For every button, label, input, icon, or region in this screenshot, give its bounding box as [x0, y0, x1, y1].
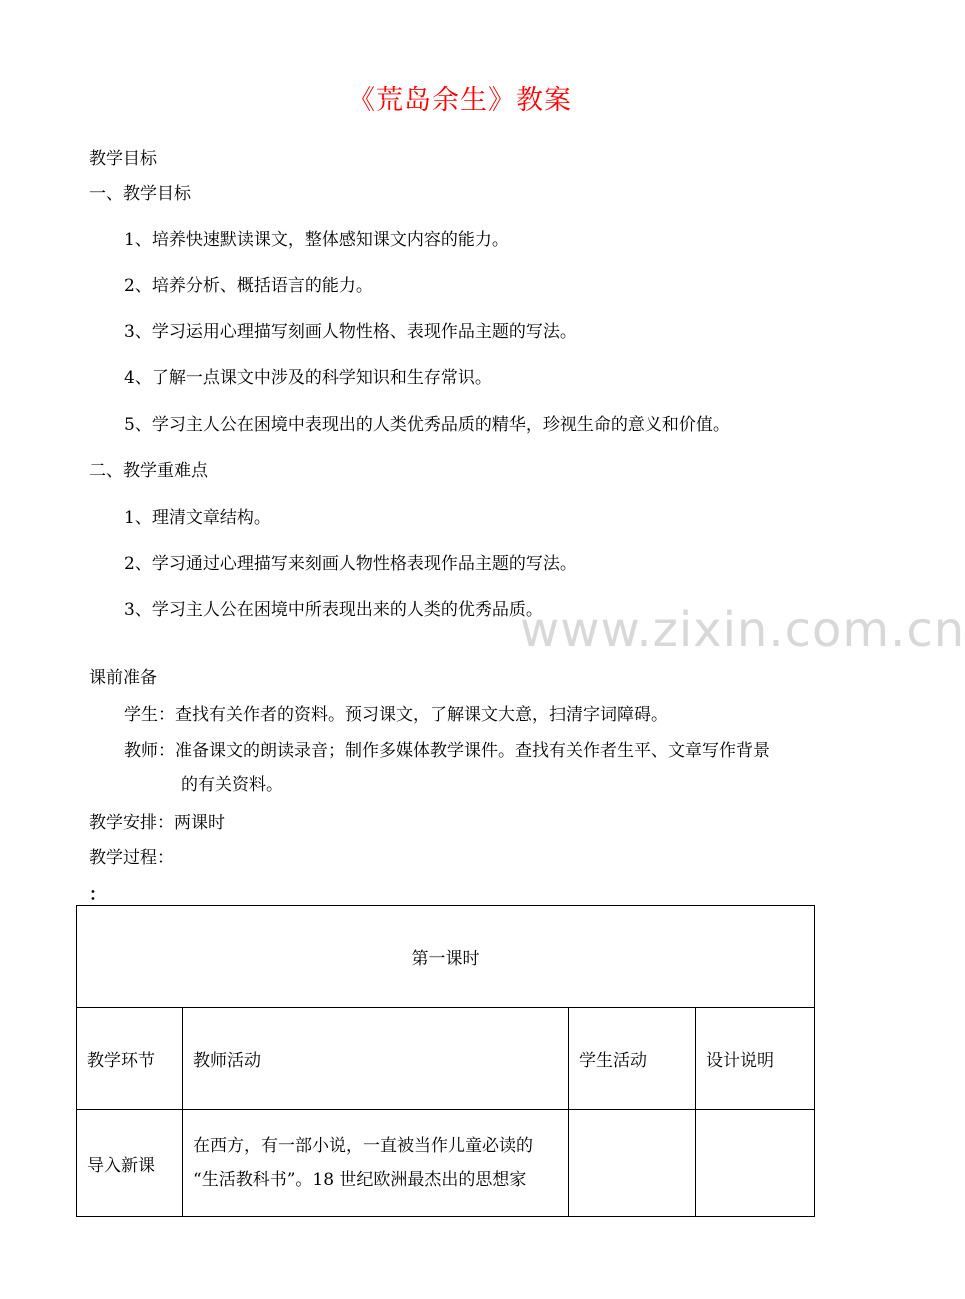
part1-heading: 一、教学目标 — [89, 184, 191, 204]
colon-mark: ： — [89, 885, 106, 905]
prep-heading: 课前准备 — [89, 668, 157, 688]
header-design-notes: 设计说明 — [696, 1008, 815, 1110]
header-teacher-activity: 教师活动 — [183, 1008, 569, 1110]
objectives-heading: 教学目标 — [89, 149, 157, 169]
teacher-activity-line: 在西方，有一部小说，一直被当作儿童必读的 — [193, 1136, 533, 1156]
objective-item: 2、培养分析、概括语言的能力。 — [124, 276, 373, 296]
student-activity-cell — [569, 1110, 696, 1217]
stage-cell: 导入新课 — [77, 1110, 183, 1217]
document-title: 《荒岛余生》教案 — [348, 85, 572, 116]
part2-heading: 二、教学重难点 — [89, 461, 208, 481]
difficulty-item: 2、学习通过心理描写来刻画人物性格表现作品主题的写法。 — [124, 554, 577, 574]
difficulty-item: 3、学习主人公在困境中所表现出来的人类的优秀品质。 — [124, 600, 543, 620]
prep-student: 学生：查找有关作者的资料。预习课文，了解课文大意，扫清字词障碍。 — [124, 705, 668, 725]
header-stage: 教学环节 — [77, 1008, 183, 1110]
teacher-activity-line: “生活教科书”。18 世纪欧洲最杰出的思想家 — [193, 1170, 527, 1190]
period-cell: 第一课时 — [77, 906, 815, 1008]
schedule-line: 教学安排：两课时 — [89, 813, 225, 833]
design-notes-cell — [696, 1110, 815, 1217]
objective-item: 5、学习主人公在困境中表现出的人类优秀品质的精华，珍视生命的意义和价值。 — [124, 415, 730, 435]
watermark: www.zixin.com.cn — [520, 602, 965, 658]
header-student-activity: 学生活动 — [569, 1008, 696, 1110]
difficulty-item: 1、理清文章结构。 — [124, 508, 271, 528]
process-line: 教学过程： — [89, 848, 174, 868]
lesson-table — [76, 905, 815, 1217]
prep-teacher: 教师：准备课文的朗读录音；制作多媒体教学课件。查找有关作者生平、文章写作背景 — [124, 741, 770, 761]
prep-teacher-continued: 的有关资料。 — [181, 775, 283, 795]
objective-item: 1、培养快速默读课文，整体感知课文内容的能力。 — [124, 230, 509, 250]
teacher-activity-cell — [183, 1110, 569, 1217]
objective-item: 3、学习运用心理描写刻画人物性格、表现作品主题的写法。 — [124, 322, 577, 342]
objective-item: 4、了解一点课文中涉及的科学知识和生存常识。 — [124, 368, 492, 388]
